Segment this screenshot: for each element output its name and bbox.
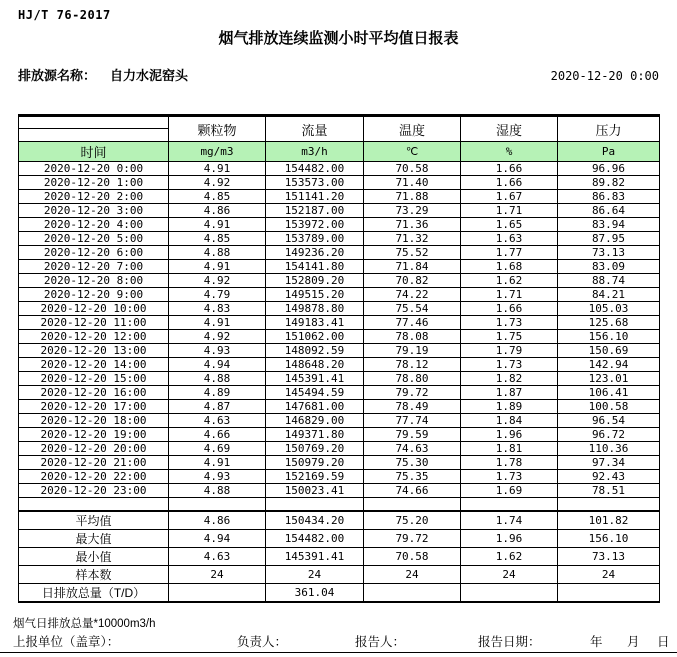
value-cell: 1.68: [461, 260, 558, 274]
value-cell: 150769.20: [266, 442, 364, 456]
value-cell: 73.29: [364, 204, 461, 218]
source-label: 排放源名称：: [18, 68, 97, 83]
table-row: [19, 260, 660, 274]
value-cell: 24: [169, 566, 266, 584]
summary-row: [19, 511, 660, 530]
time-cell: 2020-12-20 7:00: [19, 260, 169, 274]
value-cell: 4.91: [169, 218, 266, 232]
unit-row: [19, 142, 660, 162]
value-cell: 4.85: [169, 232, 266, 246]
report-unit-label: 上报单位（盖章）：: [13, 635, 120, 649]
value-cell: 83.94: [558, 218, 660, 232]
value-cell: 149371.80: [266, 428, 364, 442]
value-cell: 74.66: [364, 484, 461, 498]
month-label: 月: [627, 635, 640, 649]
value-cell: 1.75: [461, 330, 558, 344]
value-cell: 152809.20: [266, 274, 364, 288]
table-row: [19, 162, 660, 176]
time-cell: 2020-12-20 17:00: [19, 400, 169, 414]
value-cell: 154482.00: [266, 162, 364, 176]
value-cell: 4.89: [169, 386, 266, 400]
value-cell: 153789.00: [266, 232, 364, 246]
value-cell: 152187.00: [266, 204, 364, 218]
value-cell: 1.79: [461, 344, 558, 358]
value-cell: 149515.20: [266, 288, 364, 302]
table-row: [19, 358, 660, 372]
table-row: [19, 302, 660, 316]
value-cell: 71.40: [364, 176, 461, 190]
column-header-temperature: 温度: [364, 116, 461, 142]
value-cell: 79.72: [364, 530, 461, 548]
value-cell: 154141.80: [266, 260, 364, 274]
value-cell: 75.54: [364, 302, 461, 316]
spacer-section: [19, 498, 660, 512]
table-row: [19, 316, 660, 330]
value-cell: 106.41: [558, 386, 660, 400]
spacer-row: [19, 498, 660, 512]
column-header-particulate: 颗粒物: [169, 116, 266, 142]
value-cell: 24: [558, 566, 660, 584]
table-row: [19, 344, 660, 358]
column-header-pressure: 压力: [558, 116, 660, 142]
table-row: [19, 428, 660, 442]
value-cell: 110.36: [558, 442, 660, 456]
table-row: [19, 456, 660, 470]
unit-cell-temperature: ℃: [364, 142, 461, 162]
table-row: [19, 414, 660, 428]
value-cell: 4.92: [169, 274, 266, 288]
bottom-divider: [0, 652, 677, 653]
column-header-flow: 流量: [266, 116, 364, 142]
value-cell: 1.96: [461, 428, 558, 442]
value-cell: 83.09: [558, 260, 660, 274]
value-cell: 1.82: [461, 372, 558, 386]
value-cell: 70.82: [364, 274, 461, 288]
table-row: [19, 246, 660, 260]
report-datetime: 2020-12-20 0:00: [550, 69, 659, 83]
time-cell: 2020-12-20 13:00: [19, 344, 169, 358]
value-cell: 78.12: [364, 358, 461, 372]
reporter-label: 报告人：: [355, 635, 406, 649]
value-cell: 70.58: [364, 162, 461, 176]
value-cell: 156.10: [558, 330, 660, 344]
value-cell: 1.71: [461, 288, 558, 302]
value-cell: 1.84: [461, 414, 558, 428]
value-cell: 1.96: [461, 530, 558, 548]
value-cell: [364, 584, 461, 603]
value-cell: 145494.59: [266, 386, 364, 400]
value-cell: 4.94: [169, 530, 266, 548]
value-cell: 71.84: [364, 260, 461, 274]
time-cell: 2020-12-20 2:00: [19, 190, 169, 204]
value-cell: 78.08: [364, 330, 461, 344]
time-cell: 2020-12-20 20:00: [19, 442, 169, 456]
time-cell: 2020-12-20 16:00: [19, 386, 169, 400]
value-cell: [558, 584, 660, 603]
value-cell: 77.46: [364, 316, 461, 330]
table-row: [19, 372, 660, 386]
value-cell: 4.88: [169, 246, 266, 260]
value-cell: 74.22: [364, 288, 461, 302]
value-cell: 4.79: [169, 288, 266, 302]
value-cell: 105.03: [558, 302, 660, 316]
time-cell: 2020-12-20 1:00: [19, 176, 169, 190]
value-cell: 1.65: [461, 218, 558, 232]
time-cell: 2020-12-20 8:00: [19, 274, 169, 288]
value-cell: 4.66: [169, 428, 266, 442]
value-cell: 151141.20: [266, 190, 364, 204]
time-cell: 2020-12-20 22:00: [19, 470, 169, 484]
total-emission-note: 烟气日排放总量*10000m3/h: [13, 618, 156, 630]
value-cell: 96.96: [558, 162, 660, 176]
value-cell: 1.73: [461, 316, 558, 330]
value-cell: 148092.59: [266, 344, 364, 358]
signature-row: [0, 632, 677, 650]
time-cell: 2020-12-20 6:00: [19, 246, 169, 260]
time-cell: 2020-12-20 10:00: [19, 302, 169, 316]
value-cell: 4.91: [169, 260, 266, 274]
value-cell: 4.83: [169, 302, 266, 316]
summary-row: [19, 548, 660, 566]
time-cell: 2020-12-20 4:00: [19, 218, 169, 232]
value-cell: 78.49: [364, 400, 461, 414]
value-cell: 24: [461, 566, 558, 584]
value-cell: 145391.41: [266, 372, 364, 386]
table-row: [19, 232, 660, 246]
value-cell: 149878.80: [266, 302, 364, 316]
table-row: [19, 218, 660, 232]
value-cell: 97.34: [558, 456, 660, 470]
time-cell: 2020-12-20 23:00: [19, 484, 169, 498]
value-cell: 1.63: [461, 232, 558, 246]
year-label: 年: [590, 635, 603, 649]
value-cell: 71.32: [364, 232, 461, 246]
table-row: [19, 484, 660, 498]
time-cell: 2020-12-20 14:00: [19, 358, 169, 372]
value-cell: [461, 584, 558, 603]
value-cell: 4.63: [169, 548, 266, 566]
summary-rows: [19, 511, 660, 602]
header-blank-bottom: [19, 129, 169, 142]
value-cell: 4.63: [169, 414, 266, 428]
time-cell: 2020-12-20 11:00: [19, 316, 169, 330]
value-cell: 100.58: [558, 400, 660, 414]
value-cell: 149236.20: [266, 246, 364, 260]
value-cell: 1.66: [461, 176, 558, 190]
value-cell: 149183.41: [266, 316, 364, 330]
value-cell: 84.21: [558, 288, 660, 302]
summary-label-cell: 最小值: [19, 548, 169, 566]
value-cell: 73.13: [558, 548, 660, 566]
value-cell: 75.30: [364, 456, 461, 470]
value-cell: 4.92: [169, 330, 266, 344]
summary-label-cell: 最大值: [19, 530, 169, 548]
value-cell: 78.80: [364, 372, 461, 386]
emission-source: [18, 65, 188, 84]
unit-cell-particulate: mg/m3: [169, 142, 266, 162]
table-row: [19, 274, 660, 288]
summary-row: [19, 584, 660, 603]
table-row: [19, 330, 660, 344]
time-cell: 2020-12-20 9:00: [19, 288, 169, 302]
value-cell: 24: [364, 566, 461, 584]
value-cell: 150.69: [558, 344, 660, 358]
value-cell: 145391.41: [266, 548, 364, 566]
value-cell: 150023.41: [266, 484, 364, 498]
value-cell: 88.74: [558, 274, 660, 288]
time-cell: 2020-12-20 0:00: [19, 162, 169, 176]
time-cell: 2020-12-20 18:00: [19, 414, 169, 428]
value-cell: 123.01: [558, 372, 660, 386]
value-cell: [169, 584, 266, 603]
value-cell: 87.95: [558, 232, 660, 246]
value-cell: 4.91: [169, 162, 266, 176]
value-cell: 125.68: [558, 316, 660, 330]
summary-label-cell: 平均值: [19, 511, 169, 530]
value-cell: 1.62: [461, 548, 558, 566]
value-cell: 4.86: [169, 204, 266, 218]
value-cell: 78.51: [558, 484, 660, 498]
value-cell: 24: [266, 566, 364, 584]
value-cell: 4.92: [169, 176, 266, 190]
value-cell: 86.64: [558, 204, 660, 218]
data-rows: [19, 162, 660, 498]
source-name: 自力水泥窑头: [110, 68, 189, 83]
time-cell: 2020-12-20 12:00: [19, 330, 169, 344]
value-cell: 147681.00: [266, 400, 364, 414]
time-cell: 2020-12-20 19:00: [19, 428, 169, 442]
value-cell: 74.63: [364, 442, 461, 456]
value-cell: 92.43: [558, 470, 660, 484]
value-cell: 79.59: [364, 428, 461, 442]
value-cell: 89.82: [558, 176, 660, 190]
value-cell: 86.83: [558, 190, 660, 204]
table-header: [19, 116, 660, 162]
value-cell: 1.71: [461, 204, 558, 218]
summary-row: [19, 566, 660, 584]
header-row-top: [19, 116, 660, 129]
value-cell: 1.73: [461, 470, 558, 484]
summary-label-cell: 样本数: [19, 566, 169, 584]
report-date-label: 报告日期：: [478, 635, 541, 649]
value-cell: 4.94: [169, 358, 266, 372]
value-cell: 1.78: [461, 456, 558, 470]
standard-code: HJ/T 76-2017: [18, 8, 111, 22]
value-cell: 148648.20: [266, 358, 364, 372]
time-column-header: 时间: [19, 142, 169, 162]
value-cell: 4.88: [169, 484, 266, 498]
value-cell: 71.88: [364, 190, 461, 204]
value-cell: 4.93: [169, 344, 266, 358]
value-cell: 4.69: [169, 442, 266, 456]
value-cell: 79.19: [364, 344, 461, 358]
summary-label-cell: 日排放总量（T/D）: [19, 584, 169, 603]
value-cell: 96.72: [558, 428, 660, 442]
table-row: [19, 442, 660, 456]
summary-row: [19, 530, 660, 548]
meta-row: [18, 65, 659, 84]
column-header-humidity: 湿度: [461, 116, 558, 142]
time-cell: 2020-12-20 15:00: [19, 372, 169, 386]
time-cell: 2020-12-20 21:00: [19, 456, 169, 470]
page-title: 烟气排放连续监测小时平均值日报表: [218, 30, 459, 47]
value-cell: 4.93: [169, 470, 266, 484]
value-cell: 1.77: [461, 246, 558, 260]
value-cell: 1.87: [461, 386, 558, 400]
value-cell: 4.91: [169, 456, 266, 470]
value-cell: 79.72: [364, 386, 461, 400]
value-cell: 1.69: [461, 484, 558, 498]
value-cell: 152169.59: [266, 470, 364, 484]
value-cell: 96.54: [558, 414, 660, 428]
unit-cell-humidity: %: [461, 142, 558, 162]
value-cell: 4.91: [169, 316, 266, 330]
table-row: [19, 400, 660, 414]
unit-cell-flow: m3/h: [266, 142, 364, 162]
table-row: [19, 204, 660, 218]
table-row: [19, 190, 660, 204]
unit-cell-pressure: Pa: [558, 142, 660, 162]
value-cell: 142.94: [558, 358, 660, 372]
value-cell: 75.52: [364, 246, 461, 260]
table-row: [19, 470, 660, 484]
value-cell: 1.73: [461, 358, 558, 372]
value-cell: 153573.00: [266, 176, 364, 190]
value-cell: 101.82: [558, 511, 660, 530]
value-cell: 77.74: [364, 414, 461, 428]
value-cell: 150979.20: [266, 456, 364, 470]
header-blank-top: [19, 116, 169, 129]
table-row: [19, 176, 660, 190]
day-label: 日: [657, 635, 670, 649]
value-cell: 156.10: [558, 530, 660, 548]
table-row: [19, 288, 660, 302]
time-cell: 2020-12-20 5:00: [19, 232, 169, 246]
value-cell: 75.35: [364, 470, 461, 484]
value-cell: 1.67: [461, 190, 558, 204]
report-table: [18, 114, 660, 603]
table-row: [19, 386, 660, 400]
value-cell: 154482.00: [266, 530, 364, 548]
value-cell: 151062.00: [266, 330, 364, 344]
value-cell: 1.66: [461, 162, 558, 176]
value-cell: 4.85: [169, 190, 266, 204]
value-cell: 1.89: [461, 400, 558, 414]
value-cell: 1.66: [461, 302, 558, 316]
value-cell: 146829.00: [266, 414, 364, 428]
value-cell: 153972.00: [266, 218, 364, 232]
value-cell: 4.87: [169, 400, 266, 414]
value-cell: 70.58: [364, 548, 461, 566]
value-cell: 1.74: [461, 511, 558, 530]
value-cell: 1.81: [461, 442, 558, 456]
value-cell: 361.04: [266, 584, 364, 603]
value-cell: 1.62: [461, 274, 558, 288]
value-cell: 4.86: [169, 511, 266, 530]
responsible-label: 负责人：: [237, 635, 288, 649]
value-cell: 4.88: [169, 372, 266, 386]
value-cell: 73.13: [558, 246, 660, 260]
value-cell: 71.36: [364, 218, 461, 232]
time-cell: 2020-12-20 3:00: [19, 204, 169, 218]
value-cell: 75.20: [364, 511, 461, 530]
value-cell: 150434.20: [266, 511, 364, 530]
